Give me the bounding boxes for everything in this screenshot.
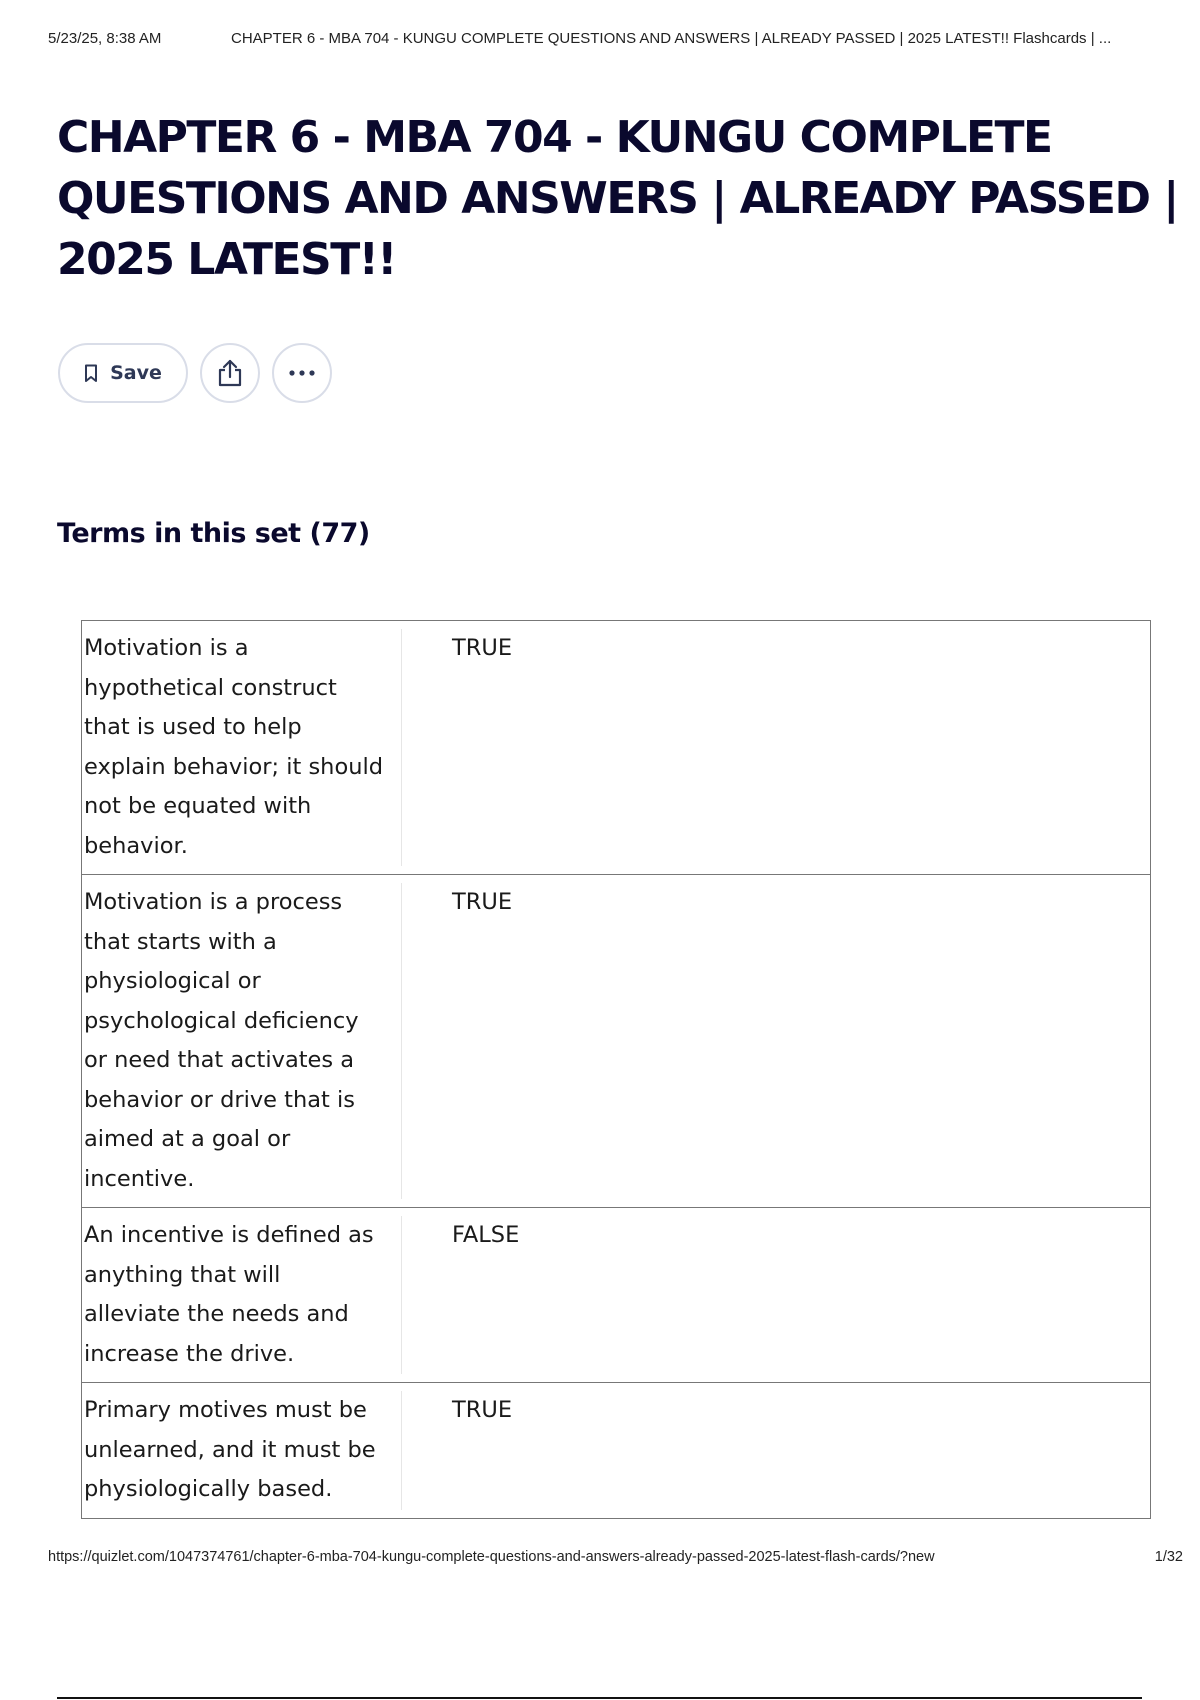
table-row — [82, 875, 1150, 1208]
bookmark-icon — [84, 364, 98, 383]
share-button[interactable] — [200, 343, 260, 403]
terms-table — [81, 620, 1151, 1519]
save-button-label: Save — [110, 362, 162, 384]
terms-heading: Terms in this set (77) — [57, 518, 370, 549]
definition-text: TRUE — [452, 889, 513, 915]
definition-text: FALSE — [452, 1222, 520, 1248]
print-doc-title: CHAPTER 6 - MBA 704 - KUNGU COMPLETE QUESTIONS AND ANSWERS | ALREADY PASSED | 2025 LATEST!! Flashcards | ... — [231, 30, 1112, 47]
term-text: An incentive is defined as anything that will alleviate the needs and increase the drive. — [82, 1216, 402, 1374]
share-icon — [217, 359, 243, 387]
more-options-icon — [289, 370, 315, 376]
print-header — [48, 30, 1178, 47]
term-text: Primary motives must be unlearned, and it must be physiologically based. — [82, 1391, 402, 1510]
page-url: https://quizlet.com/1047374761/chapter-6-mba-704-kungu-complete-questions-and-answers-already-passed-2025-latest-flash-cards/?new — [48, 1549, 935, 1565]
definition-text: TRUE — [452, 1397, 513, 1423]
table-row — [82, 621, 1150, 875]
definition-text: TRUE — [452, 635, 513, 661]
table-row — [82, 1208, 1150, 1383]
term-text: Motivation is a hypothetical construct that is used to help explain behavior; it should not be equated with behavior. — [82, 629, 402, 866]
term-text: Motivation is a process that starts with a physiological or psychological deficiency or need that activates a behavior or drive that is aimed at a goal or incentive. — [82, 883, 402, 1199]
save-button[interactable] — [58, 343, 188, 403]
more-options-button[interactable] — [272, 343, 332, 403]
page-number: 1/32 — [1154, 1549, 1183, 1565]
table-row — [82, 1383, 1150, 1518]
print-footer — [48, 1549, 1183, 1565]
divider — [57, 1697, 1142, 1699]
print-date: 5/23/25, 8:38 AM — [48, 30, 162, 47]
action-bar — [58, 343, 332, 403]
page-title: CHAPTER 6 - MBA 704 - KUNGU COMPLETE QUESTIONS AND ANSWERS | ALREADY PASSED | 2025 LATEST!! — [57, 112, 1178, 285]
